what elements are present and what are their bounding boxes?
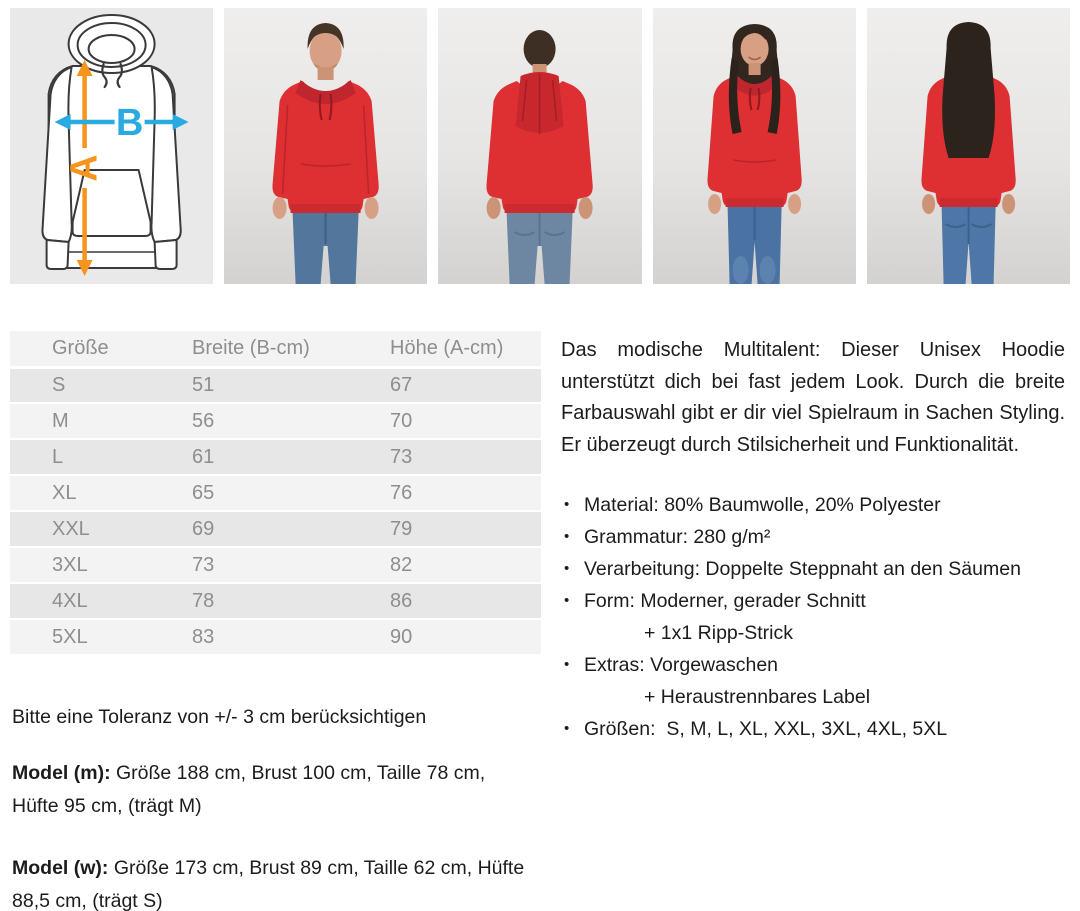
model-w-measurements [12,852,533,911]
hoodie-outline-drawing [42,15,180,269]
table-cell: 83 [192,625,215,648]
feature-text: Grammatur: 280 g/m² [584,526,771,548]
photo-model-male-front [224,8,427,284]
feature-text: Verarbeitung: Doppelte Steppnaht an den Säumen [584,558,1021,580]
width-arrow-label: B [115,102,144,144]
feature-subline: + Heraustrennbares Label [644,686,871,708]
feature-text: Form: Moderner, gerader Schnitt [584,590,866,612]
photo-model-female-front [653,8,856,284]
table-cell: 65 [192,481,215,504]
table-cell: XL [52,481,77,504]
photo-model-female-back [867,8,1070,284]
table-row [10,583,541,619]
model-w-label: Model (w): [12,857,109,879]
feature-list-item [561,489,1065,521]
feature-text: Material: 80% Baumwolle, 20% Polyester [584,494,941,516]
table-cell: 3XL [52,553,88,576]
bullet-dot-icon: • [564,560,570,577]
table-cell: 78 [192,589,215,612]
table-cell: XXL [52,517,90,540]
size-diagram-image [10,8,213,284]
table-row [10,547,541,583]
column-header-breite: Breite (B-cm) [192,336,310,359]
feature-text: Extras: Vorgewaschen [584,654,779,676]
table-cell: 67 [390,373,413,396]
feature-subline: + 1x1 Ripp-Strick [644,622,794,644]
feature-list [561,489,1065,745]
tolerance-note: Bitte eine Toleranz von +/- 3 cm berücksichtigen [12,706,427,728]
table-cell: 69 [192,517,215,540]
table-cell: 82 [390,553,413,576]
female-back-figure [867,8,1070,284]
height-arrow-label: A [63,154,106,182]
feature-list-item [561,585,1065,649]
table-cell: 73 [390,445,413,468]
product-image-gallery [10,8,1070,284]
table-cell: 86 [390,589,413,612]
column-header-groesse: Größe [52,336,109,359]
feature-list-item [561,649,1065,713]
table-cell: 73 [192,553,215,576]
table-cell: M [52,409,69,432]
male-back-figure [438,8,641,284]
table-row [10,475,541,511]
table-row [10,439,541,475]
model-m-text: Größe 188 cm, Brust 100 cm, Taille 78 cm, Hüfte 95 cm, (trägt M) [12,762,486,817]
feature-list-item [561,553,1065,585]
table-cell: 79 [390,517,413,540]
table-cell: 61 [192,445,215,468]
hoodie-size-diagram [10,8,213,284]
bullet-dot-icon: • [564,528,570,545]
size-table-header-row [10,331,541,367]
bullet-dot-icon: • [564,496,570,513]
table-cell: 4XL [52,589,88,612]
photo-model-male-back [438,8,641,284]
female-front-figure [653,8,856,284]
model-m-measurements [12,757,533,823]
bullet-dot-icon: • [564,720,570,737]
table-cell: L [52,445,64,468]
table-cell: S [52,373,66,396]
description-paragraph: Das modische Multitalent: Dieser Unisex Hoodie unterstützt dich bei fast jedem Look. Durch die breite Farbauswahl gibt er dir viel Spielraum in Sachen Styling. Er überzeugt durch Stilsicherheit und Funktionalität. [561,339,1065,456]
table-row [10,619,541,655]
feature-text: Größen: S, M, L, XL, XXL, 3XL, 4XL, 5XL [584,718,948,740]
bullet-dot-icon: • [564,592,570,609]
product-description [561,335,1065,745]
column-header-hoehe: Höhe (A-cm) [390,336,504,359]
feature-list-item [561,713,1065,745]
feature-list-item [561,521,1065,553]
table-row [10,367,541,403]
table-cell: 56 [192,409,215,432]
table-cell: 51 [192,373,215,396]
table-cell: 70 [390,409,413,432]
size-table [10,331,541,656]
table-cell: 5XL [52,625,88,648]
table-cell: 76 [390,481,413,504]
model-w-text: Größe 173 cm, Brust 89 cm, Taille 62 cm, Hüfte 88,5 cm, (trägt S) [12,857,525,911]
table-cell: 90 [390,625,413,648]
table-row [10,403,541,439]
table-row [10,511,541,547]
model-m-label: Model (m): [12,762,111,784]
male-front-figure [224,8,427,284]
bullet-dot-icon: • [564,656,570,673]
